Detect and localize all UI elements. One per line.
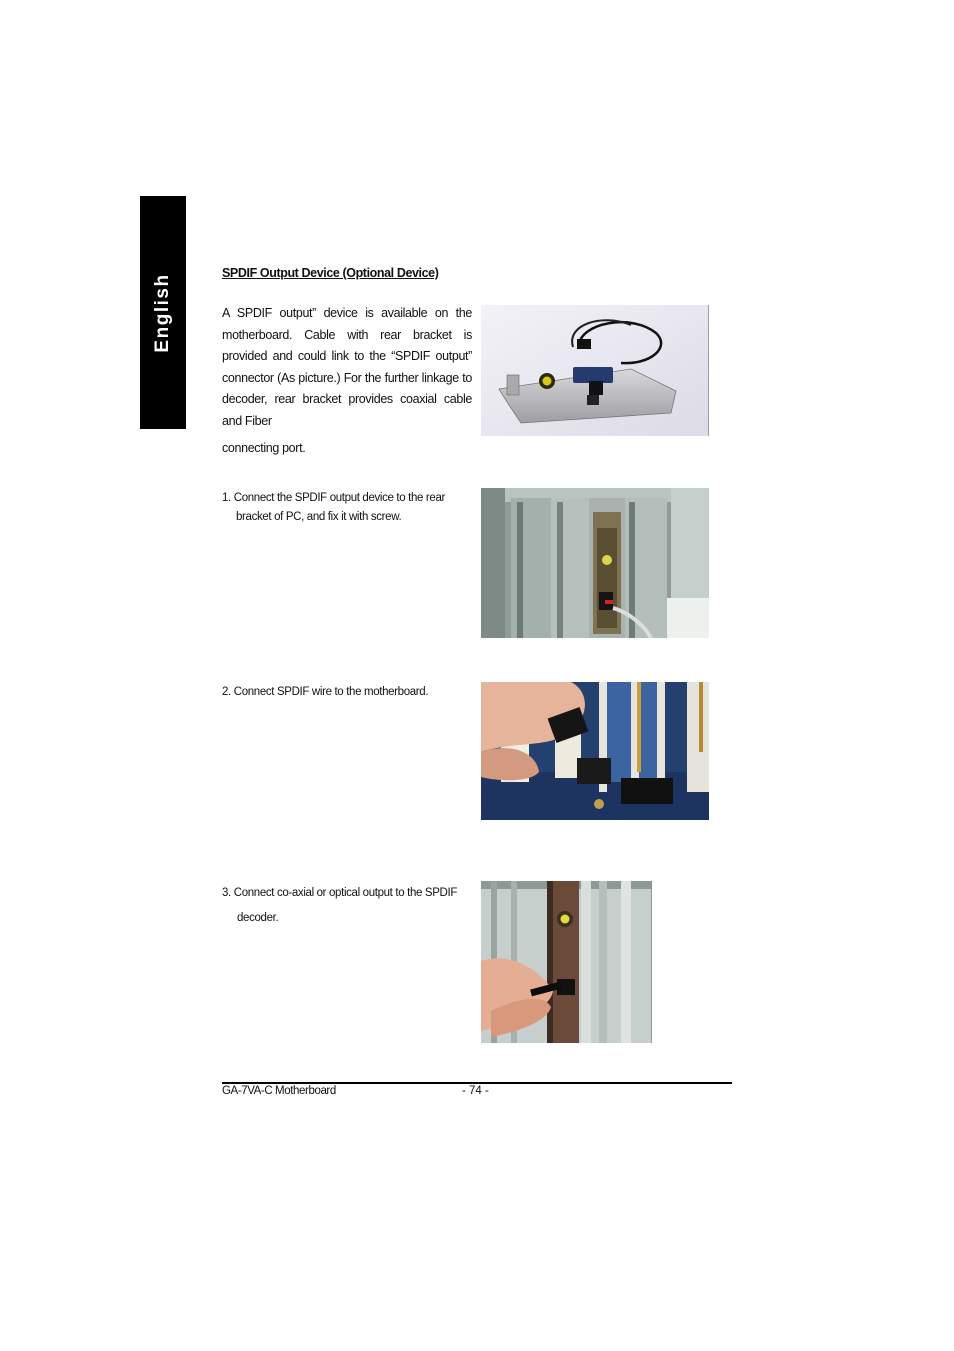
motherboard-connection-photo (481, 682, 709, 820)
decoder-connection-photo (481, 881, 652, 1043)
step-2-line-1: 2. Connect SPDIF wire to the motherboard. (222, 686, 429, 698)
footer-page-number: - 74 - (462, 1085, 489, 1097)
step-1 (222, 489, 467, 527)
step-2 (222, 683, 428, 702)
step-3 (222, 884, 457, 928)
footer-model: GA-7VA-C Motherboard (222, 1085, 336, 1097)
language-tab (140, 196, 186, 429)
language-tab-label: English (152, 272, 173, 353)
pc-rear-bracket-photo (481, 488, 709, 638)
spdif-bracket-photo (481, 305, 709, 436)
intro-paragraph (222, 303, 472, 459)
intro-text: A SPDIF output” device is available on the motherboard. Cable with rear bracket is provided and could link to the “SPDIF output” connector (As picture.) For the further linkage to decoder, rear bracket provides coaxial cable and Fiber (222, 306, 472, 428)
intro-text-last: connecting port. (222, 440, 306, 455)
step-1-line-2: bracket of PC, and fix it with screw. (236, 511, 402, 523)
step-3-line-2: decoder. (237, 912, 279, 924)
footer-rule (222, 1082, 732, 1084)
step-3-line-1: 3. Connect co-axial or optical output to the SPDIF (222, 887, 457, 899)
section-title: SPDIF Output Device (Optional Device) (222, 266, 439, 280)
step-1-line-1: 1. Connect the SPDIF output device to the rear (222, 492, 445, 504)
